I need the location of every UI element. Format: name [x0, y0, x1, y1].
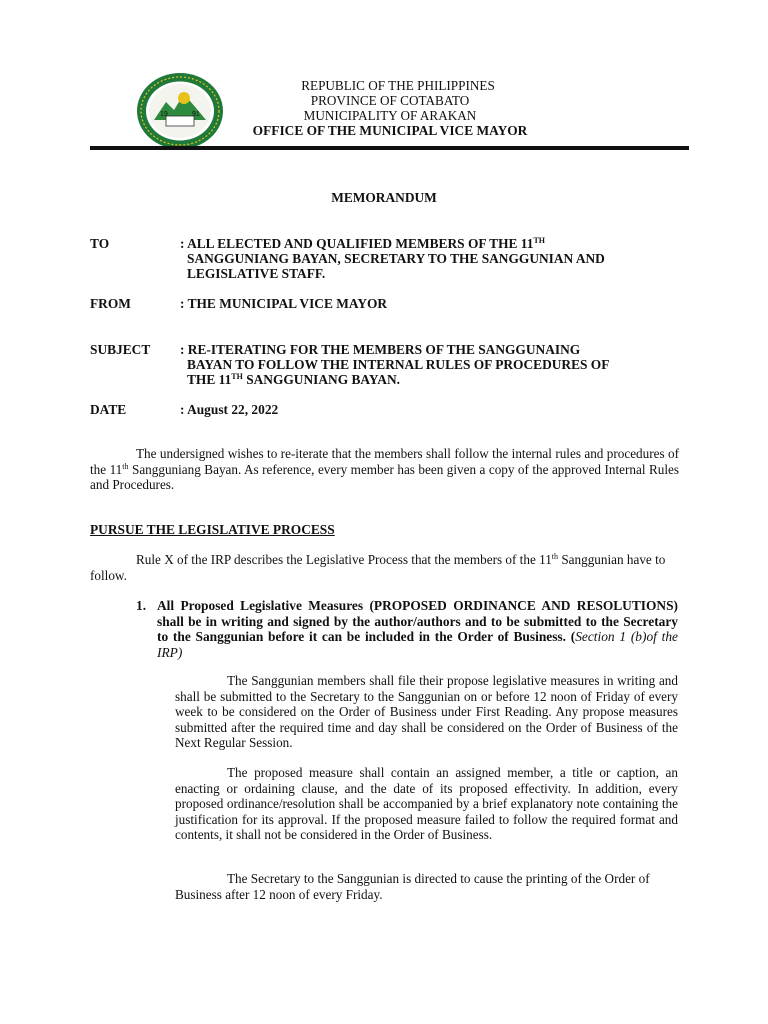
item-number: 1. — [136, 598, 147, 613]
paragraph-printing: The Secretary to the Sanggunian is directed to cause the printing of the Order of Business after 12 noon of every Friday. — [175, 871, 650, 902]
paragraph-filing: The Sanggunian members shall file their propose legislative measures in writing and shall be submitted to the Secretary to the Sanggunian on or before 12 noon of Friday of every week to be considered on the Order of Business under First Reading. Any propose measures submitted after the required time and day shall be considered on the Order of Business of the Next Regular Session. — [175, 673, 678, 750]
date-value: : August 22, 2022 — [180, 402, 279, 417]
paragraph-contents: The proposed measure shall contain an assigned member, a title or caption, an enacting or ordaining clause, and the date of its proposed effectivity. In addition, every proposed ordinance/resolution shall be accompanied by a brief explanatory note containing the justification for its approval. If the proposed measure failed to follow the required format and contents, it shall not be considered in the Order of Business. — [175, 765, 678, 842]
to-line2: SANGGUNIANG BAYAN, SECRETARY TO THE SANGGUNIAN AND — [187, 251, 605, 266]
item-text-main: All Proposed Legislative Measures (PROPOSED ORDINANCE AND RESOLUTIONS) shall be in writing and signed by the author/authors and to be submitted to the Secretary to the Sanggunian before it can be included in the Order of Business. ( — [157, 598, 678, 644]
rule-paragraph — [90, 552, 679, 583]
rule-text-a: Rule X of the IRP describes the Legislative Process that the members of the 11 — [136, 552, 552, 567]
item-text — [157, 598, 678, 660]
item-reference: Section 1 (b)of the IRP) — [157, 629, 678, 660]
rule-sup: th — [551, 552, 559, 561]
intro-sup: th — [122, 461, 129, 471]
subject-line2: BAYAN TO FOLLOW THE INTERNAL RULES OF PROCEDURES OF — [187, 357, 610, 372]
memo-title: MEMORANDUM — [331, 190, 437, 205]
subject-line3a: THE 11 — [187, 372, 232, 387]
municipal-seal-icon — [136, 72, 224, 150]
header-divider — [90, 146, 689, 150]
to-sup: TH — [533, 236, 545, 245]
to-line3: LEGISLATIVE STAFF. — [187, 266, 326, 281]
intro-text-b: Sangguniang Bayan. As reference, every member has been given a copy of the approved Internal Rules and Procedures. — [90, 461, 679, 492]
letterhead-office: OFFICE OF THE MUNICIPAL VICE MAYOR — [252, 123, 528, 138]
to-label: TO — [90, 236, 110, 251]
subject-line3 — [180, 372, 680, 387]
letterhead-line2: PROVINCE OF COTABATO — [310, 93, 470, 108]
subject-value — [180, 342, 680, 387]
to-line1: : ALL ELECTED AND QUALIFIED MEMBERS OF THE 11 — [180, 236, 534, 251]
from-value: : THE MUNICIPAL VICE MAYOR — [180, 296, 388, 311]
subject-line1: : RE-ITERATING FOR THE MEMBERS OF THE SANGGUNAING — [180, 342, 581, 357]
subject-label: SUBJECT — [90, 342, 151, 357]
letterhead-line1: REPUBLIC OF THE PHILIPPINES — [301, 78, 495, 93]
subject-line3b: SANGGUNIANG BAYAN. — [242, 372, 400, 387]
seal-year-right: 91 — [192, 111, 200, 118]
date-label: DATE — [90, 402, 127, 417]
seal-year-left: 19 — [160, 111, 168, 118]
from-label: FROM — [90, 296, 131, 311]
to-value — [180, 236, 680, 281]
section-heading: PURSUE THE LEGISLATIVE PROCESS — [90, 522, 335, 537]
letterhead — [230, 78, 550, 138]
intro-paragraph — [90, 446, 679, 493]
intro-text-a: The undersigned wishes to re-iterate that the members shall follow the internal rules and procedures of the 11 — [90, 446, 679, 477]
rule-text-b: Sanggunian have to follow. — [90, 552, 666, 583]
subject-sup: TH — [231, 372, 243, 381]
letterhead-line3: MUNICIPALITY OF ARAKAN — [303, 108, 477, 123]
